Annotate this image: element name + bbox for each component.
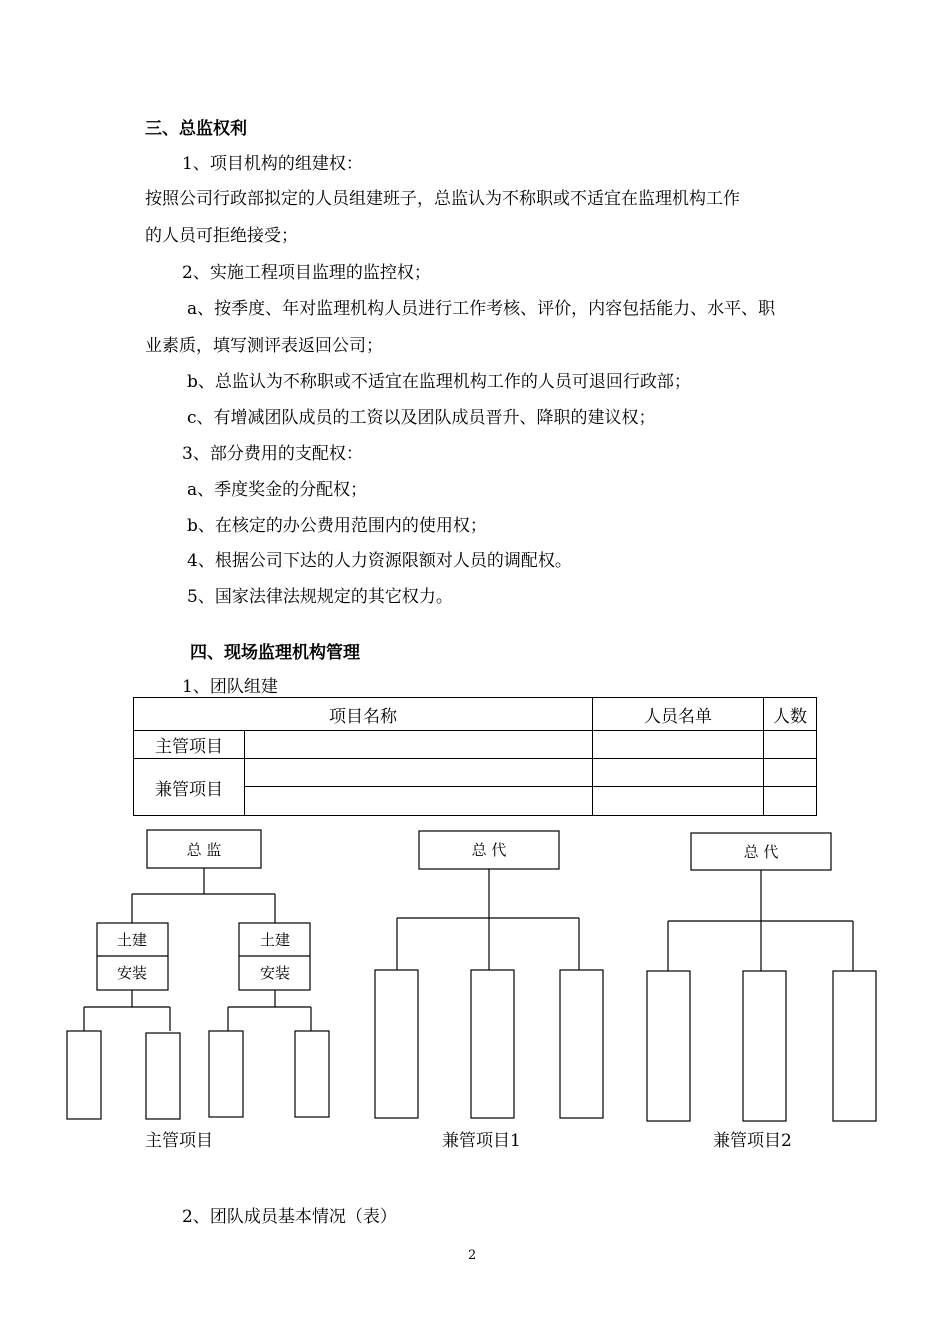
deputy-label-1: 总 代: [471, 841, 507, 859]
item-4: 4、根据公司下达的人力资源限额对人员的调配权。: [187, 551, 572, 571]
member-box: [146, 1033, 180, 1119]
caption-main-project: 主管项目: [145, 1131, 213, 1151]
team-setup-title: 1、团队组建: [182, 677, 278, 697]
civil-label-right: 土建: [259, 931, 291, 949]
item-1-title: 1、项目机构的组建权：: [182, 154, 363, 174]
page-number: 2: [468, 1248, 477, 1263]
member-box: [647, 971, 690, 1121]
team-table: [133, 697, 817, 816]
caption-side-project-1: 兼管项目1: [442, 1131, 521, 1151]
cell-empty: [593, 787, 764, 816]
item-1-text-line-2: 的人员可拒绝接受；: [145, 226, 298, 246]
cell-empty: [245, 787, 593, 816]
item-2-b: b、总监认为不称职或不适宜在监理机构工作的人员可退回行政部；: [187, 372, 691, 392]
item-2-a-line-1: a、按季度、年对监理机构人员进行工作考核、评价，内容包括能力、水平、职: [187, 299, 776, 319]
section-3-heading: 三、总监权利: [145, 119, 247, 139]
chief-label: 总 监: [186, 841, 222, 859]
header-project-name: 项目名称: [134, 698, 593, 731]
item-2-c: c、有增减团队成员的工资以及团队成员晋升、降职的建议权；: [187, 408, 656, 428]
item-3-a: a、季度奖金的分配权；: [187, 480, 368, 500]
deputy-label-2: 总 代: [743, 843, 779, 861]
install-label-left: 安装: [116, 964, 148, 982]
member-box: [67, 1031, 101, 1119]
cell-empty: [245, 731, 593, 759]
header-headcount: 人数: [764, 698, 817, 731]
cell-empty: [764, 731, 817, 759]
cell-empty: [764, 759, 817, 787]
install-label-right: 安装: [259, 964, 291, 982]
member-box: [209, 1031, 243, 1117]
cell-empty: [593, 759, 764, 787]
org-charts: [0, 820, 950, 1130]
row-side-project: 兼管项目: [134, 759, 245, 816]
member-box: [295, 1031, 329, 1117]
item-3-title: 3、部分费用的支配权：: [182, 444, 363, 464]
cell-empty: [764, 787, 817, 816]
item-1-text-line-1: 按照公司行政部拟定的人员组建班子，总监认为不称职或不适宜在监理机构工作: [145, 189, 740, 209]
member-box: [833, 971, 876, 1121]
member-box: [560, 970, 603, 1118]
team-members-title: 2、团队成员基本情况（表）: [182, 1207, 397, 1227]
member-box: [743, 971, 786, 1121]
row-main-project: 主管项目: [134, 731, 245, 759]
item-2-title: 2、实施工程项目监理的监控权；: [182, 263, 431, 283]
cell-empty: [593, 731, 764, 759]
item-2-a-line-2: 业素质，填写测评表返回公司；: [145, 336, 383, 356]
cell-empty: [245, 759, 593, 787]
item-3-b: b、在核定的办公费用范围内的使用权；: [187, 516, 487, 536]
civil-label-left: 土建: [116, 931, 148, 949]
caption-side-project-2: 兼管项目2: [713, 1131, 792, 1151]
header-staff-list: 人员名单: [593, 698, 764, 731]
member-box: [471, 970, 514, 1118]
member-box: [375, 970, 418, 1118]
section-4-heading: 四、现场监理机构管理: [190, 643, 360, 663]
item-5: 5、国家法律法规规定的其它权力。: [187, 587, 453, 607]
